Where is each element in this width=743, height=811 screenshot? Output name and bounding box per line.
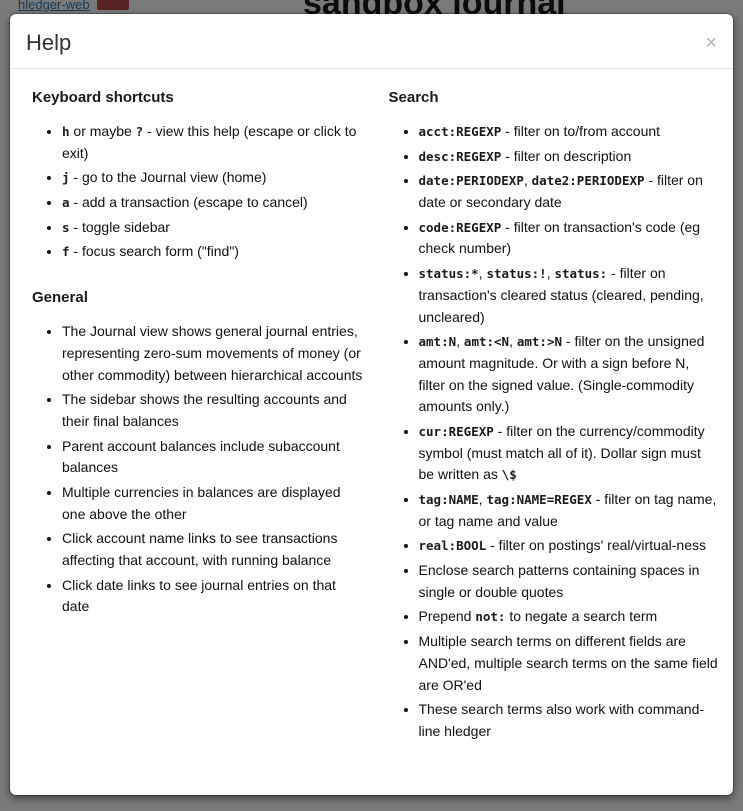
inline-code: \$ [501,467,517,483]
inline-code: status: [554,266,608,282]
help-list-item: • tag:NAME, tag:NAME=REGEX - filter on tag name, or tag name and value [419,489,720,532]
inline-code: acct:REGEXP [418,124,502,139]
help-list-item: • a - add a transaction (escape to cancel) [62,192,363,214]
inline-code: tag:NAME=REGEX [486,492,592,507]
search-list [389,121,720,743]
help-list-item: • code:REGEXP - filter on transaction's code (eg check number) [419,217,720,260]
inline-code: amt:<N [463,334,510,350]
left-column [32,89,363,769]
keyboard-shortcuts-list [32,121,363,263]
help-list-item: • status:*, status:!, status: - filter on transaction's cleared status (cleared, pending, uncleared) [419,263,720,328]
help-list-item: • desc:REGEXP - filter on description [419,146,720,168]
help-list-item: • The sidebar shows the resulting accounts and their final balances [62,389,363,432]
right-column [389,89,720,769]
inline-code: a [62,195,70,211]
help-list-item: • date:PERIODEXP, date2:PERIODEXP - filter on date or secondary date [419,170,720,213]
modal-body [10,69,733,789]
close-icon[interactable]: × [705,32,717,54]
help-list-item: • These search terms also work with command-line hledger [419,699,720,742]
help-list-item: • s - toggle sidebar [62,217,363,239]
inline-code: date2:PERIODEXP [531,173,645,189]
section-heading-search: Search [388,89,439,106]
help-list-item: • Multiple currencies in balances are displayed one above the other [62,482,363,525]
modal-title: Help [26,30,72,55]
help-list-item: • The Journal view shows general journal entries, representing zero-sum movements of money (or other commodity) between hierarchical accounts [62,321,363,386]
help-list-item: • acct:REGEXP - filter on to/from account [419,121,720,143]
help-list-item: • Parent account balances include subaccount balances [62,436,363,479]
inline-code: s [62,219,70,235]
inline-code: cur:REGEXP [418,423,494,439]
inline-code: date:PERIODEXP [418,173,524,189]
inline-code: status:! [486,266,547,282]
modal-header [10,14,733,69]
help-list-item: • amt:N, amt:<N, amt:>N - filter on the unsigned amount magnitude. Or with a sign before N, filter on the signed value. (Single-commodity amounts only.) [419,331,720,418]
help-modal [10,14,733,795]
help-list-item: • real:BOOL - filter on postings' real/virtual-ness [419,535,720,557]
help-list-item: • Click date links to see journal entries on that date [62,575,363,618]
help-list-item: • Click account name links to see transactions affecting that account, with running balance [62,528,363,571]
help-list-item: • j - go to the Journal view (home) [62,167,363,189]
inline-code: amt:>N [516,334,563,350]
inline-code: ? [135,124,144,139]
inline-code: h [62,124,70,139]
inline-code: desc:REGEXP [418,148,502,164]
inline-code: not: [475,609,506,625]
section-heading-general: General [32,289,88,307]
section-heading-keyboard-shortcuts: Keyboard shortcuts [32,89,174,106]
help-list-item: • cur:REGEXP - filter on the currency/commodity symbol (must match all of it). Dollar sign must be written as \$ [419,421,720,486]
inline-code: amt:N [418,334,457,350]
inline-code: j [62,170,70,186]
help-list-item: • Enclose search patterns containing spaces in single or double quotes [419,560,720,603]
help-list-item: • f - focus search form ("find") [62,241,363,263]
inline-code: f [62,244,70,260]
general-list [32,321,363,618]
inline-code: status:* [418,266,479,282]
help-list-item: • Prepend not: to negate a search term [419,606,720,628]
help-list-item: • Multiple search terms on different fields are AND'ed, multiple search terms on the same field are OR'ed [419,631,720,696]
inline-code: real:BOOL [418,538,487,554]
inline-code: tag:NAME [418,492,479,507]
help-list-item: • h or maybe ? - view this help (escape or click to exit) [62,121,363,164]
inline-code: code:REGEXP [418,219,502,235]
